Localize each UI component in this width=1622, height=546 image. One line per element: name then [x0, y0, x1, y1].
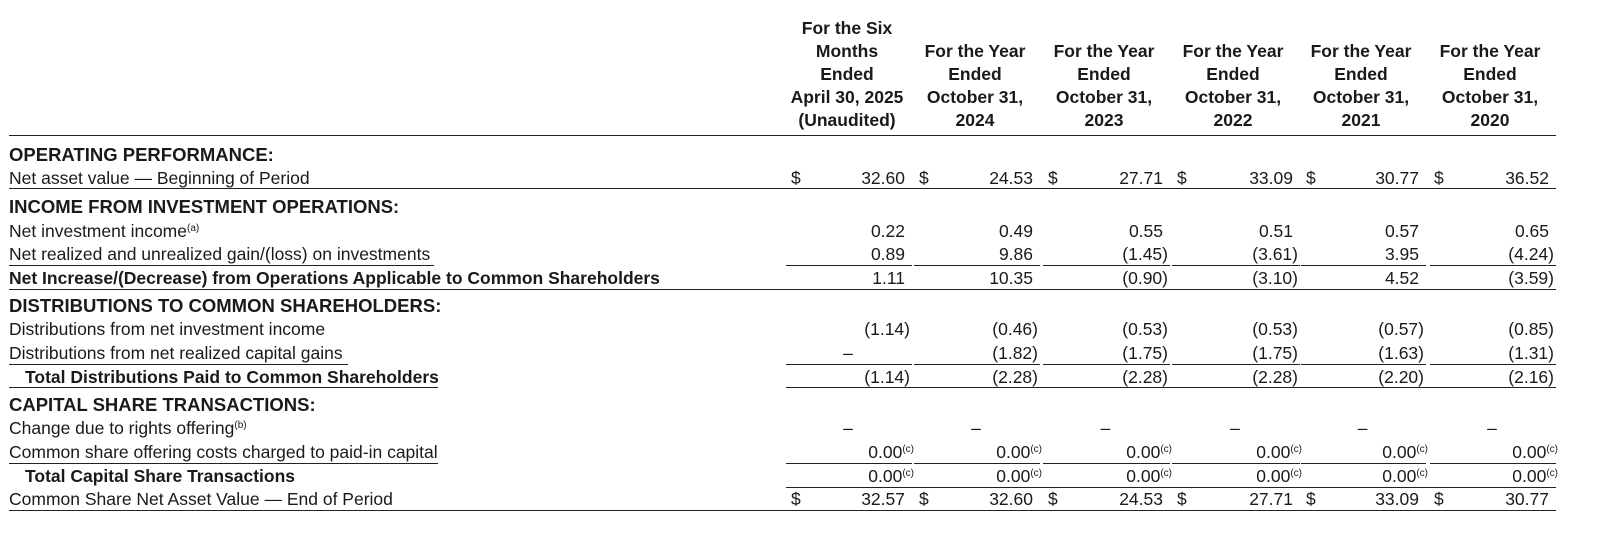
- table-cell: [1172, 342, 1298, 364]
- cell-value: 0.00: [1512, 442, 1547, 462]
- column-subtotal-rule: [1301, 265, 1426, 266]
- column-header-line: Months: [815, 41, 879, 61]
- column-header-line: Ended: [948, 64, 1002, 84]
- table-cell: [914, 465, 1042, 487]
- cell-value: (1.45): [1122, 244, 1168, 264]
- cell-value: 1.11: [872, 268, 905, 288]
- column-subtotal-rule: [914, 463, 1040, 464]
- cell-value: 0.00: [1126, 466, 1161, 486]
- column-header-line: October 31,: [1184, 87, 1282, 107]
- column-header-line: October 31,: [1312, 87, 1410, 107]
- row-label-text: Distributions from net investment income: [9, 319, 326, 339]
- column-header-line: October 31,: [1441, 87, 1539, 107]
- table-cell: [786, 318, 910, 340]
- cell-value: –: [971, 418, 981, 438]
- end-rule: [9, 510, 1556, 511]
- row-label-text: OPERATING PERFORMANCE:: [9, 144, 274, 165]
- cell-value: –: [843, 343, 853, 363]
- cell-value: (3.59): [1508, 268, 1554, 288]
- column-subtotal-rule: [1301, 463, 1426, 464]
- column-header: [913, 40, 1037, 132]
- cell-value: 0.00: [1382, 466, 1417, 486]
- footnote-marker: (c): [1416, 468, 1428, 479]
- currency-symbol: $: [1434, 168, 1444, 188]
- cell-value: –: [1100, 418, 1111, 438]
- row-rule-bottom: [786, 487, 1556, 488]
- footnote-marker: (c): [1416, 444, 1428, 455]
- cell-value: 0.00: [1256, 466, 1291, 486]
- row-label-text: Total Capital Share Transactions: [25, 466, 296, 486]
- row-label: [9, 417, 247, 439]
- section-heading: [9, 394, 316, 416]
- row-label: [9, 441, 438, 463]
- cell-value: (1.31): [1508, 343, 1554, 363]
- table-cell: [914, 267, 1033, 289]
- cell-value: 24.53: [1119, 489, 1163, 509]
- cell-value: 30.77: [1375, 168, 1419, 188]
- table-cell: [1172, 220, 1293, 242]
- column-header-line: Ended: [1077, 64, 1131, 84]
- footnote-marker: (a): [187, 223, 200, 234]
- table-cell: [1430, 318, 1554, 340]
- cell-value: 0.55: [1128, 221, 1163, 241]
- table-cell: [786, 342, 910, 364]
- table-cell: [914, 220, 1033, 242]
- row-label-text: Common Share Net Asset Value — End of Period: [9, 489, 393, 509]
- cell-value: 0.00: [1512, 466, 1547, 486]
- table-cell: [786, 417, 910, 439]
- cell-value: 3.95: [1384, 244, 1419, 264]
- table-cell: [1172, 366, 1298, 388]
- column-subtotal-rule: [1172, 265, 1300, 266]
- cell-value: 0.00: [996, 442, 1031, 462]
- cell-value: 27.71: [1119, 168, 1163, 188]
- cell-value: (1.82): [992, 343, 1038, 363]
- column-subtotal-rule: [786, 463, 912, 464]
- table-cell: [1043, 488, 1163, 510]
- row-label-text: Total Distributions Paid to Common Shareholders: [25, 367, 439, 387]
- table-cell: [1172, 417, 1298, 439]
- label-rule: [9, 463, 438, 464]
- cell-value: (0.46): [992, 319, 1038, 339]
- column-subtotal-rule: [786, 265, 912, 266]
- column-header: [1428, 40, 1552, 132]
- table-cell: [1301, 318, 1424, 340]
- table-cell: [914, 441, 1042, 463]
- cell-value: (1.75): [1122, 343, 1168, 363]
- column-header-line: 2023: [1084, 110, 1124, 130]
- label-rule: [9, 265, 434, 266]
- column-subtotal-rule: [1043, 364, 1170, 365]
- table-cell: [1430, 342, 1554, 364]
- row-label-text: Net Increase/(Decrease) from Operations Applicable to Common Shareholders: [9, 268, 660, 288]
- table-cell: [786, 465, 914, 487]
- table-cell: [1172, 243, 1298, 265]
- table-cell: [1430, 220, 1549, 242]
- column-header-line: 2021: [1341, 110, 1381, 130]
- footnote-marker: (c): [1030, 444, 1042, 455]
- table-cell: [1172, 167, 1293, 189]
- column-header-line: Ended: [820, 64, 874, 84]
- table-cell: [1301, 167, 1419, 189]
- cell-value: 0.00: [1256, 442, 1291, 462]
- cell-value: 33.09: [1375, 489, 1419, 509]
- currency-symbol: $: [791, 489, 801, 509]
- column-header-line: Ended: [1463, 64, 1517, 84]
- column-header: [1299, 40, 1423, 132]
- cell-value: 36.52: [1505, 168, 1549, 188]
- cell-value: 30.77: [1505, 489, 1549, 509]
- column-header-line: For the Year: [1053, 41, 1155, 61]
- currency-symbol: $: [1306, 168, 1316, 188]
- table-cell: [1301, 488, 1419, 510]
- table-cell: [1043, 441, 1172, 463]
- table-cell: [1301, 366, 1424, 388]
- row-label-text: Net investment income: [9, 221, 187, 241]
- cell-value: 0.00: [996, 466, 1031, 486]
- row-label-text: INCOME FROM INVESTMENT OPERATIONS:: [9, 196, 400, 217]
- table-cell: [1301, 465, 1428, 487]
- row-label: [9, 267, 660, 289]
- footnote-marker: (c): [1160, 444, 1172, 455]
- table-cell: [1043, 417, 1168, 439]
- row-rule-bottom: [786, 387, 1556, 388]
- table-cell: [1172, 318, 1298, 340]
- row-label-text: Distributions from net realized capital gains: [9, 343, 343, 363]
- cell-value: 0.00: [1382, 442, 1417, 462]
- table-cell: [914, 342, 1038, 364]
- cell-value: –: [1487, 418, 1497, 438]
- row-label-text: Change due to rights offering: [9, 418, 235, 438]
- table-cell: [1430, 366, 1554, 388]
- cell-value: 0.00: [1126, 442, 1161, 462]
- cell-value: –: [843, 418, 853, 438]
- label-rule: [9, 387, 438, 388]
- column-header-line: For the Year: [1182, 41, 1284, 61]
- column-header-line: For the Six: [801, 18, 893, 38]
- row-label: [25, 366, 439, 388]
- cell-value: –: [1357, 418, 1368, 438]
- table-cell: [1301, 267, 1419, 289]
- column-header-line: 2022: [1213, 110, 1253, 130]
- table-cell: [914, 488, 1033, 510]
- cell-value: (0.90): [1122, 268, 1168, 288]
- table-cell: [1172, 441, 1302, 463]
- table-cell: [786, 441, 914, 463]
- column-subtotal-rule: [1430, 265, 1556, 266]
- column-header-line: Ended: [1334, 64, 1388, 84]
- row-label-text: Common share offering costs charged to paid-in capital: [9, 442, 438, 462]
- footnote-marker: (c): [1546, 444, 1558, 455]
- cell-value: 9.86: [998, 244, 1033, 264]
- cell-value: (0.53): [1252, 319, 1298, 339]
- row-label: [9, 488, 393, 510]
- table-cell: [1043, 220, 1163, 242]
- table-cell: [1430, 243, 1554, 265]
- column-header-line: For the Year: [924, 41, 1026, 61]
- cell-value: (1.63): [1378, 343, 1424, 363]
- currency-symbol: $: [1306, 489, 1316, 509]
- footnote-marker: (c): [902, 468, 914, 479]
- column-subtotal-rule: [1301, 364, 1426, 365]
- cell-value: (2.20): [1378, 367, 1424, 387]
- table-cell: [1301, 220, 1419, 242]
- row-label: [9, 220, 199, 242]
- table-cell: [1172, 465, 1302, 487]
- cell-value: 32.60: [989, 489, 1033, 509]
- table-cell: [1301, 441, 1428, 463]
- cell-value: 0.00: [868, 442, 903, 462]
- column-header: [1171, 40, 1295, 132]
- currency-symbol: $: [919, 168, 929, 188]
- table-cell: [1301, 417, 1424, 439]
- table-cell: [1430, 417, 1554, 439]
- table-cell: [1172, 488, 1293, 510]
- column-subtotal-rule: [1172, 364, 1300, 365]
- column-subtotal-rule: [914, 364, 1040, 365]
- column-header-line: For the Year: [1310, 41, 1412, 61]
- column-subtotal-rule: [1043, 463, 1170, 464]
- table-cell: [1043, 342, 1168, 364]
- table-cell: [1043, 267, 1168, 289]
- table-cell: [914, 243, 1033, 265]
- cell-value: 0.89: [870, 244, 905, 264]
- cell-value: 0.49: [998, 221, 1033, 241]
- cell-value: 10.35: [989, 268, 1033, 288]
- table-cell: [786, 243, 905, 265]
- table-cell: [1043, 366, 1168, 388]
- table-cell: [914, 417, 1038, 439]
- column-header-line: 2024: [955, 110, 995, 130]
- currency-symbol: $: [1048, 489, 1058, 509]
- currency-symbol: $: [1434, 489, 1444, 509]
- currency-symbol: $: [791, 168, 801, 188]
- column-header-line: October 31,: [1055, 87, 1153, 107]
- table-cell: [786, 366, 910, 388]
- cell-value: (0.85): [1508, 319, 1554, 339]
- table-cell: [1430, 267, 1554, 289]
- table-cell: [1043, 465, 1172, 487]
- cell-value: 32.60: [861, 168, 905, 188]
- cell-value: 27.71: [1249, 489, 1293, 509]
- header-rule: [9, 135, 1556, 136]
- table-cell: [1043, 167, 1163, 189]
- column-subtotal-rule: [914, 265, 1040, 266]
- cell-value: (1.14): [864, 319, 910, 339]
- table-cell: [1430, 465, 1558, 487]
- currency-symbol: $: [919, 489, 929, 509]
- column-header-line: 2020: [1470, 110, 1510, 130]
- table-cell: [1430, 488, 1549, 510]
- column-subtotal-rule: [1043, 265, 1170, 266]
- footnote-marker: (c): [902, 444, 914, 455]
- cell-value: 0.65: [1514, 221, 1549, 241]
- table-cell: [786, 220, 905, 242]
- row-label-text: Net asset value — Beginning of Period: [9, 168, 310, 188]
- column-header-line: April 30, 2025: [790, 87, 904, 107]
- row-label-text: CAPITAL SHARE TRANSACTIONS:: [9, 394, 316, 415]
- column-subtotal-rule: [786, 364, 912, 365]
- cell-value: (2.28): [1122, 367, 1168, 387]
- cell-value: (1.14): [864, 367, 910, 387]
- cell-value: 0.22: [870, 221, 905, 241]
- column-subtotal-rule: [1430, 364, 1556, 365]
- footnote-marker: (c): [1546, 468, 1558, 479]
- row-rule-bottom: [9, 188, 1556, 189]
- cell-value: 0.51: [1258, 221, 1293, 241]
- column-header-line: Ended: [1206, 64, 1260, 84]
- column-header: [1042, 40, 1166, 132]
- table-cell: [1301, 342, 1424, 364]
- cell-value: (0.57): [1378, 319, 1424, 339]
- column-header-line: For the Year: [1439, 41, 1541, 61]
- cell-value: (0.53): [1122, 319, 1168, 339]
- label-rule: [9, 364, 348, 365]
- footnote-marker: (b): [234, 420, 247, 431]
- cell-value: (2.28): [1252, 367, 1298, 387]
- footnote-marker: (c): [1290, 468, 1302, 479]
- cell-value: (3.10): [1252, 268, 1298, 288]
- currency-symbol: $: [1177, 168, 1187, 188]
- row-label: [9, 318, 325, 340]
- table-cell: [1301, 243, 1419, 265]
- table-cell: [786, 488, 905, 510]
- table-cell: [786, 267, 905, 289]
- table-cell: [1043, 318, 1168, 340]
- cell-value: 4.52: [1384, 268, 1419, 288]
- section-heading: [9, 295, 441, 317]
- table-cell: [1172, 267, 1298, 289]
- footnote-marker: (c): [1030, 468, 1042, 479]
- cell-value: 24.53: [989, 168, 1033, 188]
- column-header: [785, 17, 909, 132]
- table-cell: [786, 167, 905, 189]
- table-cell: [1430, 167, 1549, 189]
- row-label: [25, 465, 295, 487]
- column-subtotal-rule: [1172, 463, 1300, 464]
- table-cell: [1043, 243, 1168, 265]
- cell-value: 32.57: [861, 489, 905, 509]
- footnote-marker: (c): [1160, 468, 1172, 479]
- table-cell: [1430, 441, 1558, 463]
- table-cell: [914, 366, 1038, 388]
- footnote-marker: (c): [1290, 444, 1302, 455]
- section-heading: [9, 196, 399, 218]
- section-heading: [9, 144, 274, 166]
- cell-value: (1.75): [1252, 343, 1298, 363]
- table-cell: [914, 318, 1038, 340]
- cell-value: –: [1230, 418, 1240, 438]
- row-label: [9, 243, 430, 265]
- currency-symbol: $: [1048, 168, 1058, 188]
- row-rule-bottom: [9, 289, 1556, 290]
- table-cell: [914, 167, 1033, 189]
- cell-value: 33.09: [1249, 168, 1293, 188]
- cell-value: (4.24): [1508, 244, 1554, 264]
- cell-value: (2.28): [992, 367, 1038, 387]
- cell-value: (2.16): [1508, 367, 1554, 387]
- row-label: [9, 342, 343, 364]
- row-label: [9, 167, 310, 189]
- currency-symbol: $: [1177, 489, 1187, 509]
- column-subtotal-rule: [1430, 463, 1556, 464]
- row-label-text: Net realized and unrealized gain/(loss) on investments: [9, 244, 431, 264]
- column-header-line: October 31,: [926, 87, 1024, 107]
- column-header-line: (Unaudited): [798, 110, 896, 130]
- cell-value: (3.61): [1252, 244, 1298, 264]
- row-label-text: DISTRIBUTIONS TO COMMON SHAREHOLDERS:: [9, 295, 442, 316]
- cell-value: 0.57: [1384, 221, 1419, 241]
- cell-value: 0.00: [868, 466, 903, 486]
